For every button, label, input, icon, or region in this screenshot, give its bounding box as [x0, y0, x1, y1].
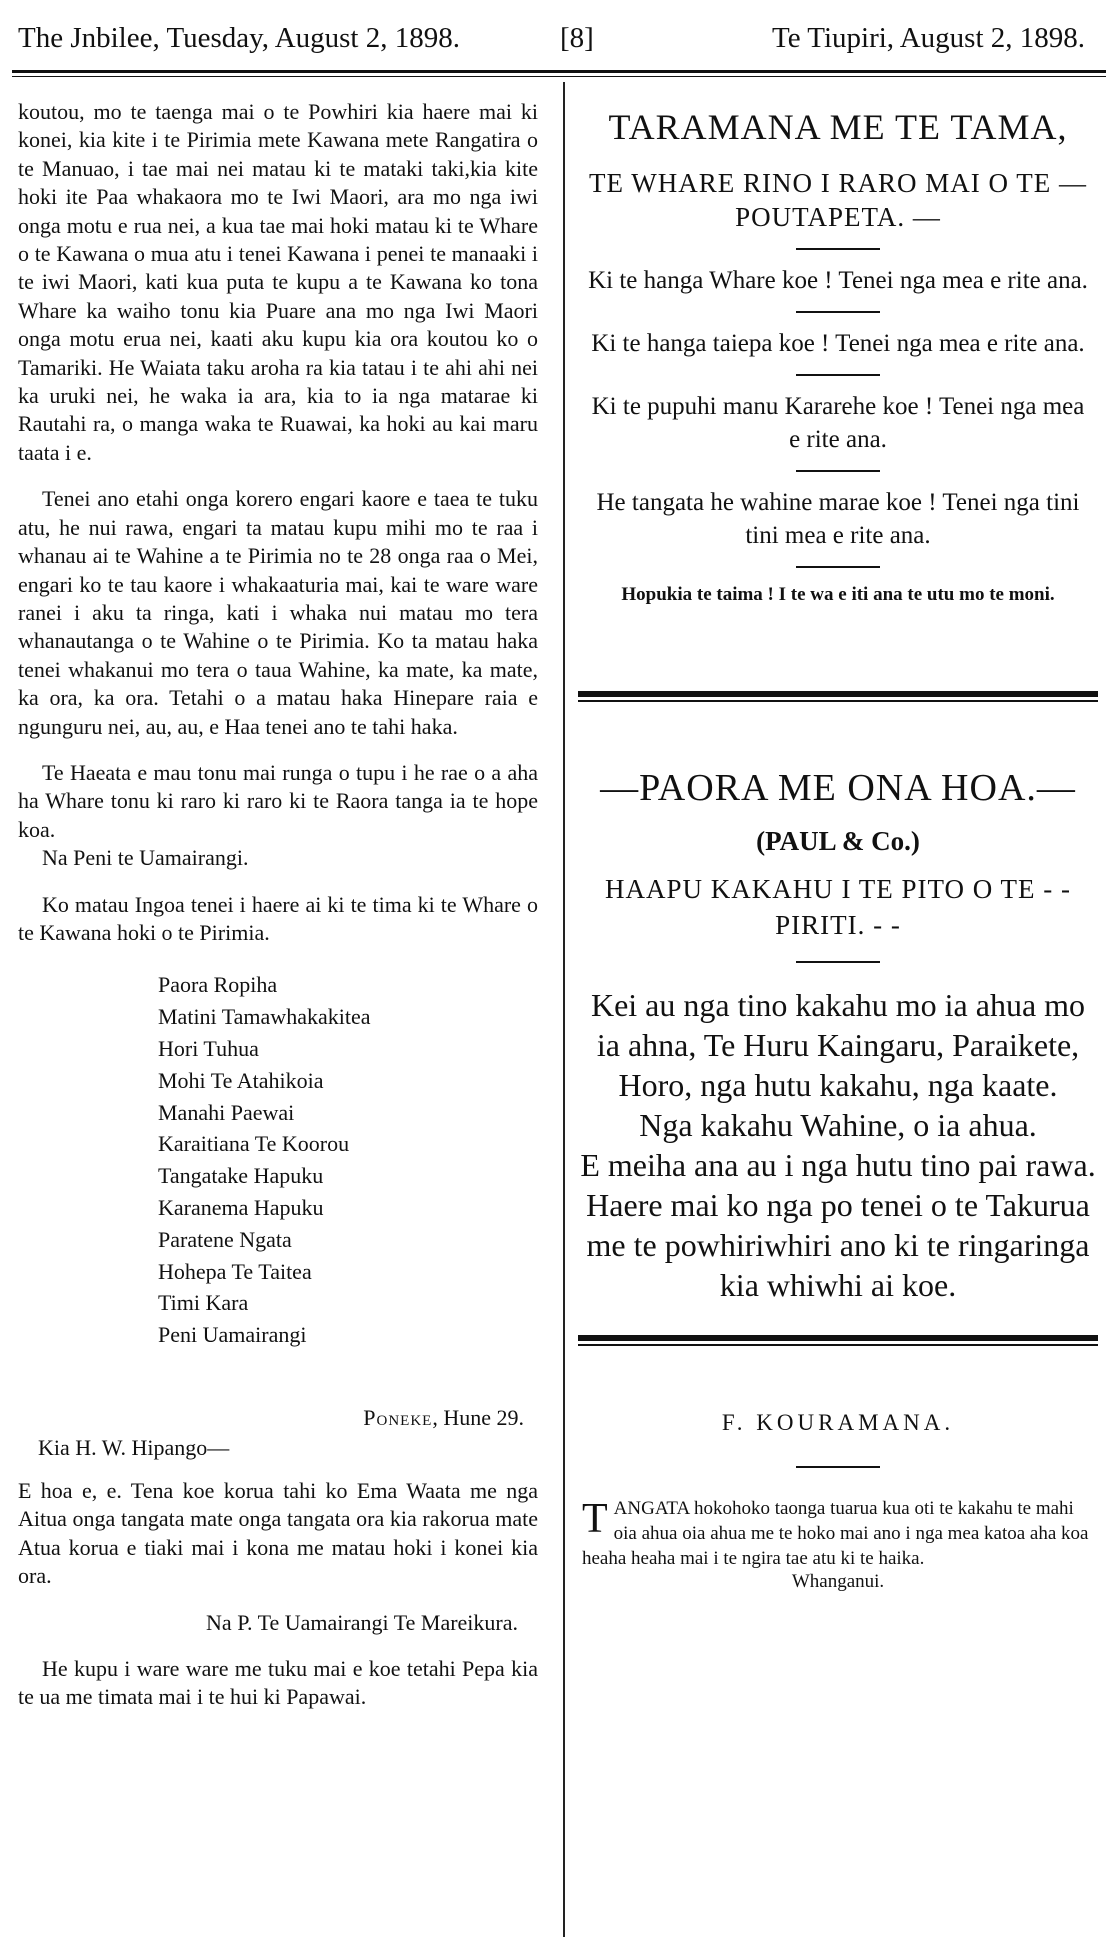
list-item: Karanema Hapuku: [158, 1194, 324, 1220]
divider: [796, 374, 880, 376]
divider: [796, 470, 880, 472]
ad2-body-2: Nga kakahu Wahine, o ia ahua.: [639, 1107, 1037, 1143]
ad1-subtitle: TE WHARE RINO I RARO MAI O TE — POUTAPETA. —: [589, 168, 1087, 232]
dateline: [18, 1405, 538, 1431]
ad3-dropcap: T: [582, 1496, 608, 1542]
dateline-place: Poneke: [363, 1404, 433, 1430]
ad2-body-1: Kei au nga tino kakahu mo ia ahua mo ia ahna, Te Huru Kaingaru, Paraikete, Horo, nga hutu kakahu, nga kaate.: [590, 987, 1086, 1103]
ad2-tagline: HAAPU KAKAHU I TE PITO O TE - - PIRITI. - -: [605, 874, 1071, 940]
list-item: Timi Kara: [158, 1290, 249, 1316]
ad3-place: Whanganui.: [791, 1571, 885, 1592]
masthead-rule-thin: [12, 76, 1106, 77]
list-item: Paratene Ngata: [158, 1226, 292, 1252]
left-column: [18, 98, 538, 1730]
section-rule: [578, 691, 1098, 697]
right-column: [578, 98, 1098, 1593]
ad2-subtitle: (PAUL & Co.): [756, 826, 920, 856]
list-item: Hori Tuhua: [158, 1035, 259, 1061]
salutation: Kia H. W. Hipango—: [38, 1434, 230, 1460]
masthead-right: Te Tiupiri, August 2, 1898.: [772, 22, 1085, 54]
letter-paragraph-1: koutou, mo te taenga mai o te Powhiri kia haere mai ki konei, kia kite i te Pirimia mete Kawana mete Rangatira o te Manuao, i tae mai nei matau ki te mataki taki,kia kite hoki ite Paa whakaora mo te Iwi Maori, ara mo nga iwi onga motu e rua nei, a kua tae mai hoki matau ki te Whare o te Kawana o mua atu i tenei Kawana i penei te manaaki i te iwi Maori, kati kua puta te kupu a te Kawana ko tona Whare ka waiho tonu kia Puare ana mo nga Iwi Maori onga motu erua nei, kaati aku kupu kia ora koutou ko o Tamariki. He Waiata taku aroha ra kia tatau i te ahi ahi nei ka uruki nei, he waka ia ara, kia to ia nga matarae ki Rautahi ra, o manga waka te Ruawai, ka hoki au kai maru taata i e.: [18, 99, 538, 465]
ad3-body: [578, 1496, 1098, 1571]
ad2-title: —PAORA ME ONA HOA.—: [600, 767, 1076, 809]
ad1-verse-4: He tangata he wahine marae koe ! Tenei nga tini tini mea e rite ana.: [596, 489, 1080, 549]
masthead-left: The Jnbilee, Tuesday, August 2, 1898.: [18, 22, 460, 54]
ad2-body-3: E meiha ana au i nga hutu tino pai rawa.: [580, 1147, 1096, 1183]
letter-paragraph-3: Te Haeata e mau tonu mai runga o tupu i he rae o a aha ha Whare tonu ki raro ki raro ki te Raora tanga ia te hope koa.: [18, 759, 538, 842]
ad3-title: F. KOURAMANA.: [721, 1410, 955, 1435]
ad1-verse-1: Ki te hanga Whare koe ! Tenei nga mea e rite ana.: [588, 267, 1088, 294]
list-item: Karaitiana Te Koorou: [158, 1131, 350, 1157]
list-item: Matini Tamawhakakitea: [158, 1004, 371, 1030]
list-item: Paora Ropiha: [158, 972, 278, 998]
ad3-body-text: ANGATA hokohoko taonga tuarua kua oti te kakahu te mahi oia ahua oia ahua me te hoko mai ano i nga mea katoa aha koa heaha heaha mai i te ngira tae atu ki te haika.: [582, 1498, 1089, 1569]
page-number: [8]: [560, 22, 594, 54]
letter-paragraph-5: E hoa e, e. Tena koe korua tahi ko Ema Waata me nga Aitua onga tangata mate onga tangata ora kia rakorua mate Atua korua e tiaki mai i kona me matau hoki i konei kia ora.: [18, 1477, 538, 1589]
letter-paragraph-6: He kupu i ware ware me tuku mai e koe tetahi Pepa kia te ua me timata mai i te hui ki Papawai.: [18, 1655, 538, 1710]
letter-paragraph-4: Ko matau Ingoa tenei i haere ai ki te tima ki te Whare o te Kawana hoki o te Pirimia.: [18, 891, 538, 945]
divider: [796, 1466, 880, 1468]
letter-signature-1: Na Peni te Uamairangi.: [42, 845, 249, 871]
list-item: Mohi Te Atahikoia: [158, 1067, 324, 1093]
ad1-footer: Hopukia te taima ! I te wa e iti ana te utu mo te moni.: [621, 584, 1055, 605]
ad1-verse-3: Ki te pupuhi manu Kararehe koe ! Tenei nga mea e rite ana.: [591, 393, 1085, 453]
ad2-body-4: Haere mai ko nga po tenei o te Takurua me te powhiriwhiri ano ki te ringaringa kia whiwhi ai koe.: [586, 1187, 1090, 1303]
section-rule: [578, 1335, 1098, 1341]
list-item: Peni Uamairangi: [158, 1322, 307, 1348]
column-divider: [563, 82, 565, 1937]
divider: [796, 566, 880, 568]
list-item: Hohepa Te Taitea: [158, 1258, 312, 1284]
letter-paragraph-2: Tenei ano etahi onga korero engari kaore e taea te tuku atu, he nui rawa, engari ta matau kupu mihi mo te raa i whanau ai te Wahine a te Pirimia no te 28 onga raa o Mei, engari ko te tau kaore i whakaaturia mai, kai te ware ware ranei i aku ta ringa, kati i whaka nui matau mo tera whanautanga o te Wahine o te Pirimia. Ko ta matau haka tenei whakanui mo tera o taua Wahine, ka mate, ka mate, ka ora, ka ora. Tetahi o a matau haka Hinepare raia e ngunguru nei, au, au, e Haa tenei ano te tahi haka.: [18, 486, 538, 739]
letter-signature-2: Na P. Te Uamairangi Te Mareikura.: [206, 1609, 518, 1635]
dateline-date: , Hune 29.: [432, 1404, 524, 1430]
masthead-rule: [12, 70, 1106, 73]
ad1-title: TARAMANA ME TE TAMA,: [608, 107, 1068, 147]
divider: [796, 248, 880, 250]
list-item: Manahi Paewai: [158, 1099, 295, 1125]
ad1-verse-2: Ki te hanga taiepa koe ! Tenei nga mea e rite ana.: [591, 330, 1085, 357]
divider: [796, 961, 880, 963]
masthead: [0, 22, 1114, 62]
divider: [796, 311, 880, 313]
list-item: Tangatake Hapuku: [158, 1163, 324, 1189]
names-list: [158, 969, 538, 1351]
